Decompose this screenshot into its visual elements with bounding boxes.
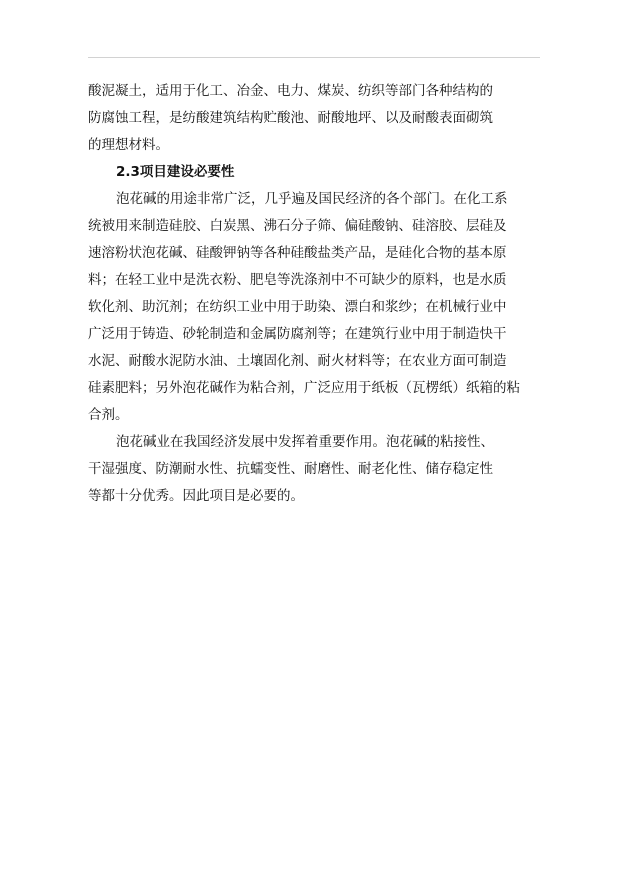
text-line: 泡花碱的用途非常广泛，几乎遍及国民经济的各个部门。在化工系 [116,191,508,207]
text-line: 等都十分优秀。因此项目是必要的。 [88,488,304,504]
text-line: 防腐蚀工程，是纺酸建筑结构贮酸池、耐酸地坪、以及耐酸表面砌筑 [88,110,493,126]
paragraph-uses [88,186,543,429]
text-line: 干湿强度、防潮耐水性、抗蠕变性、耐磨性、耐老化性、储存稳定性 [88,461,493,477]
section-heading: 2.3项目建设必要性 [116,164,235,180]
document-body [88,78,543,510]
header-rule [88,57,540,58]
intro-paragraph [88,78,543,159]
text-line: 料；在轻工业中是洗衣粉、肥皂等洗涤剂中不可缺少的原料，也是水质 [88,272,507,288]
text-line: 合剂。 [88,407,129,423]
text-line: 硅素肥料；另外泡花碱作为粘合剂，广泛应用于纸板（瓦楞纸）纸箱的粘 [88,380,520,396]
text-line: 统被用来制造硅胶、白炭黑、沸石分子筛、偏硅酸钠、硅溶胶、层硅及 [88,218,507,234]
text-line: 软化剂、助沉剂；在纺织工业中用于助染、漂白和浆纱；在机械行业中 [88,299,507,315]
text-line: 泡花碱业在我国经济发展中发挥着重要作用。泡花碱的粘接性、 [116,434,494,450]
text-line: 广泛用于铸造、砂轮制造和金属防腐剂等；在建筑行业中用于制造快干 [88,326,507,342]
text-line: 酸泥凝土，适用于化工、冶金、电力、煤炭、纺织等部门各种结构的 [88,83,493,99]
paragraph-necessity [88,429,543,510]
text-line: 速溶粉状泡花碱、硅酸钾钠等各种硅酸盐类产品，是硅化合物的基本原 [88,245,507,261]
text-line: 水泥、耐酸水泥防水油、土壤固化剂、耐火材料等；在农业方面可制造 [88,353,507,369]
text-line: 的理想材料。 [88,137,169,153]
